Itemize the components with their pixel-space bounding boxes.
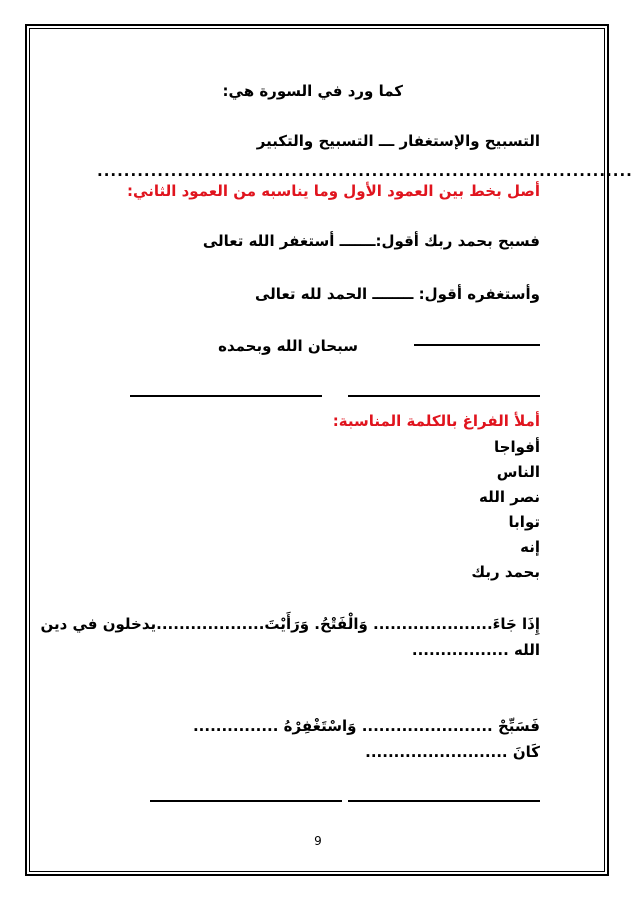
match-row-2: وأستغفره أقول: ــــــــ الحمد لله تعالى: [255, 285, 540, 303]
word-bank-item: نصر الله: [479, 488, 540, 506]
fill-sentence-1-continued: الله .................: [411, 641, 540, 659]
fill-sentence-2: فَسَبِّحْ ....................... وَاسْتَغْفِرْهُ ...............: [192, 717, 540, 735]
instruction-match: أصل بخط بين العمود الأول وما يناسبه من العمود الثاني:: [127, 182, 540, 200]
fill-sentence-2-continued: كَانَ .........................: [365, 743, 540, 761]
answer-line-left: [130, 395, 322, 397]
match-answer-line: [414, 344, 540, 346]
fill-sentence-1: إِذَا جَاءَ..................... وَالْفَتْحُ. وَرَأَيْتَ...................يدخلون في دين: [40, 615, 540, 633]
answer-line-right: [348, 395, 540, 397]
word-bank-item: توابا: [508, 513, 540, 531]
word-bank-item: أفواجا: [494, 438, 540, 456]
dotted-separator: ................................................................................: [97, 162, 633, 180]
word-bank-item: الناس: [496, 463, 540, 481]
page-number: 9: [314, 834, 322, 848]
word-bank-item: إنه: [520, 538, 540, 556]
match-row-3: سبحان الله وبحمده: [218, 337, 358, 355]
answer-line-bottom-left: [150, 800, 342, 802]
match-row-1: فسبح بحمد ربك أقول:ـــــــ أستغفر الله تعالى: [202, 232, 540, 250]
answer-line-bottom-right: [348, 800, 540, 802]
word-bank-item: بحمد ربك: [471, 563, 540, 581]
heading-surah-mention: كما ورد في السورة هي:: [222, 82, 403, 100]
tasbih-line: التسبيح والإستغفار ـــ التسبيح والتكبير: [256, 132, 540, 150]
instruction-fill: أملأ الفراغ بالكلمة المناسبة:: [332, 412, 540, 430]
